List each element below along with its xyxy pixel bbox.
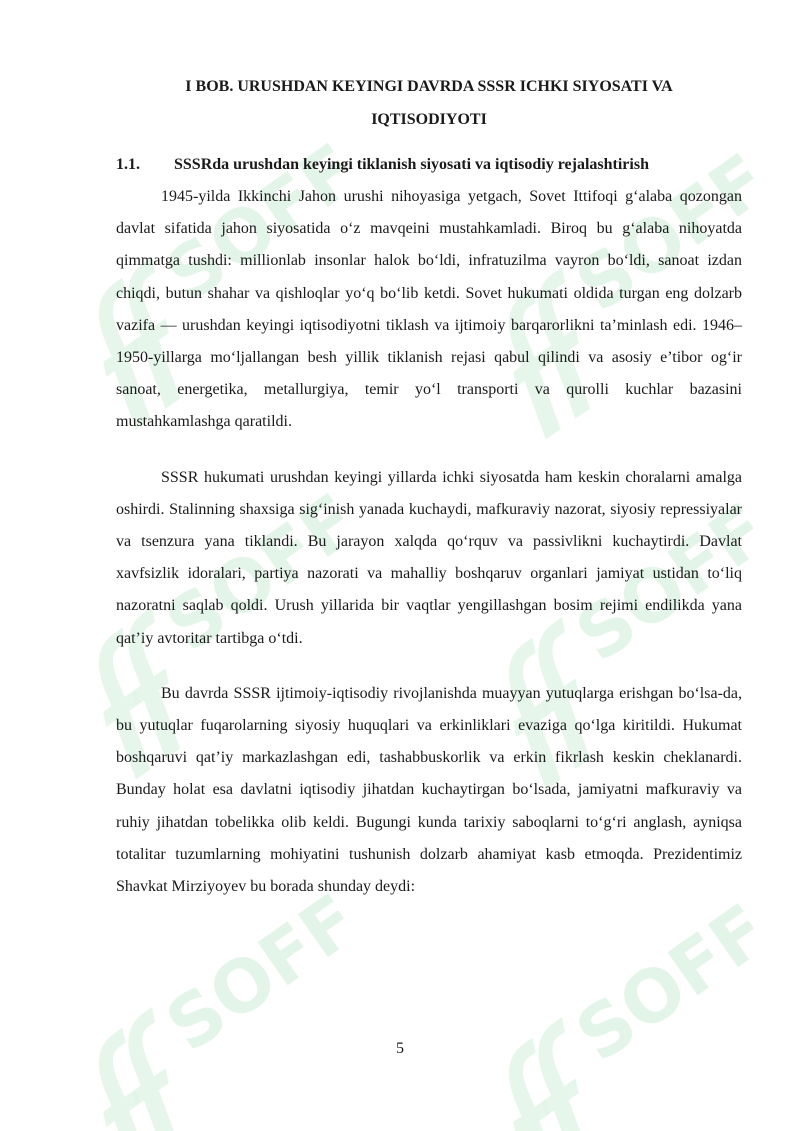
paragraph-3: Bu davrda SSSR ijtimoiy-iqtisodiy rivojlanishda muayyan yutuqlarga erishgan bo‘lsa-da, bu yutuqlar fuqarolarning siyosiy huquqlari va erkinliklari evaziga qo‘lga kiritildi. Hukumat boshqaruvi qat’iy markazlashgan edi, tashabbuskorlik va erkin fikrlash keskin cheklanardi. Bunday holat esa davlatni iqtisodiy jihatdan kuchaytirgan bo‘lsada, jamiyatni mafkuraviy va ruhiy jihatdan tobelikka olib keldi. Bugungi kunda tarixiy saboqlarni to‘g‘ri anglash, ayniqsa totalitar tuzumlarning mohiyatini tushunish dolzarb ahamiyat kasb etmoqda. Prezidentimiz Shavkat Mirziyoyev bu borada shunday deydi: — [116, 684, 742, 896]
chapter-title-line-2: IQTISODIYOTI — [371, 111, 487, 128]
chapter-title — [116, 70, 742, 136]
paragraph-2: SSSR hukumati urushdan keyingi yillarda ichki siyosatda ham keskin choralarni amalga oshirdi. Stalinning shaxsiga sig‘inish yanada kuchaydi, mafkuraviy nazorat, siyosiy repressiyalar va tsenzura yana tiklandi. Bu jarayon xalqda qo‘rquv va passivlikni kuchaytirdi. Davlat xavfsizlik idoralari, partiya nazorati va mahalliy boshqaruv organlari jamiyat ustidan to‘liq nazoratni saqlab qoldi. Urush yillarida bir vaqtlar yengillashgan bosim rejimi endilikda yana qat’iy avtoritar tartibga o‘tdi. — [116, 468, 742, 647]
section-number: 1.1. — [116, 156, 140, 173]
paragraph-1: 1945-yilda Ikkinchi Jahon urushi nihoyasiga yetgach, Sovet Ittifoqi g‘alaba qozongan davlat sifatida jahon siyosatida o‘z mavqeini mustahkamladi. Biroq bu g‘alaba nihoyatda qimmatga tushdi: millionlab insonlar halok bo‘ldi, infratuzilma vayron bo‘ldi, sanoat izdan chiqdi, butun shahar va qishloqlar yo‘q bo‘lib ketdi. Sovet hukumati oldida turgan eng dolzarb vazifa — urushdan keyingi iqtisodiyotni tiklash va ijtimoiy barqarorlikni ta’minlash edi. 1946–1950-yillarga mo‘ljallangan besh yillik tiklanish rejasi qabul qilindi va asosiy e’tibor og‘ir sanoat, energetika, metallurgiya, temir yo‘l transporti va qurolli kuchlar bazasini mustahkamlashga qaratildi. — [116, 188, 742, 431]
section-title: SSSRda urushdan keyingi tiklanish siyosati va iqtisodiy rejalashtirish — [174, 156, 649, 173]
section-heading — [116, 148, 742, 181]
page-content — [116, 70, 742, 903]
soff-watermark: SOFF — [0, 0, 800, 1131]
chapter-title-line-1: I BOB. URUSHDAN KEYINGI DAVRDA SSSR ICHKI SIYOSATI VA — [185, 78, 673, 95]
page-number: 5 — [396, 1040, 404, 1057]
